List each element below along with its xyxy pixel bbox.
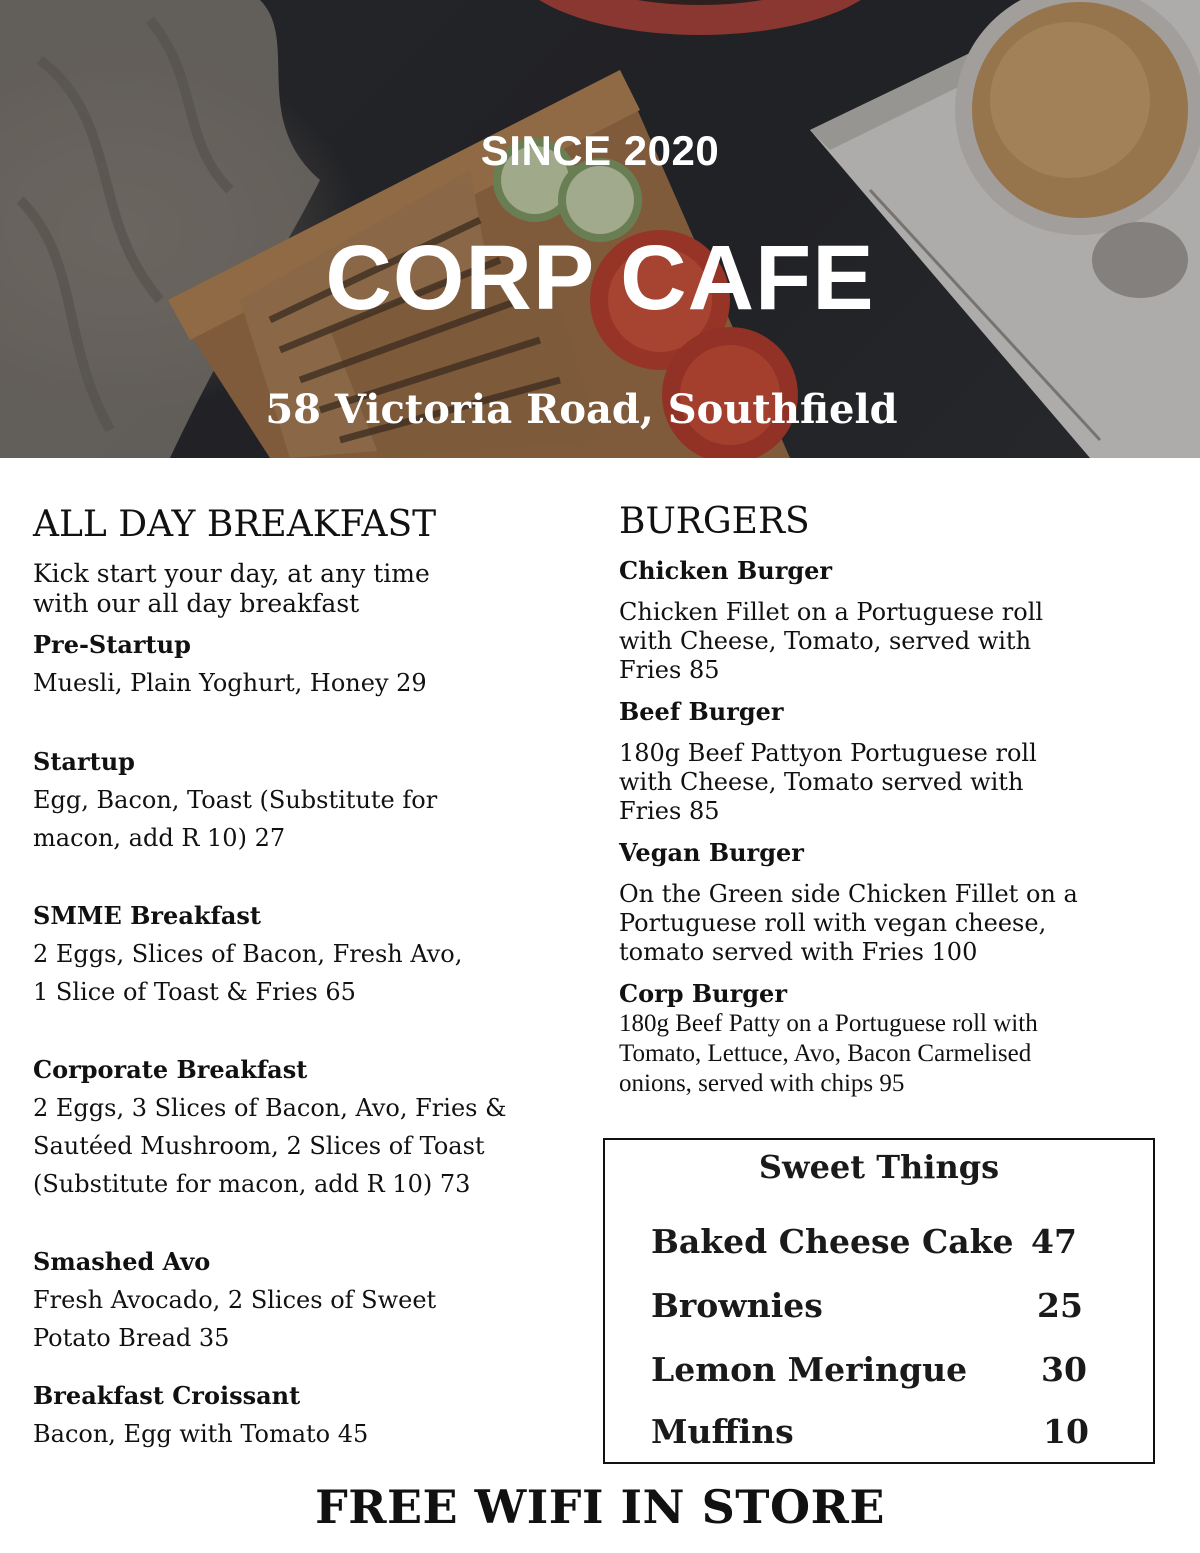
menu-item-description: Sautéed Mushroom, 2 Slices of Toast <box>33 1132 485 1160</box>
menu-item-description: Fries 85 <box>619 656 720 684</box>
menu-item-title: Chicken Burger <box>619 556 833 585</box>
sweet-item-row <box>651 1222 1101 1261</box>
sweet-item-row <box>651 1412 1101 1451</box>
sweet-things-title: Sweet Things <box>758 1148 1000 1186</box>
menu-item-breakfast-croissant <box>33 1381 573 1453</box>
menu-item-title: Corp Burger <box>619 979 787 1008</box>
sweet-item-price: 30 <box>1041 1350 1087 1389</box>
menu-item-smme-breakfast <box>33 901 573 1011</box>
since-label: SINCE 2020 <box>480 127 720 174</box>
menu-item-description: 180g Beef Pattyon Portuguese roll <box>619 739 1037 767</box>
menu-item-description: (Substitute for macon, add R 10) 73 <box>33 1170 471 1198</box>
breakfast-intro <box>33 559 573 619</box>
menu-item-description: Tomato, Lettuce, Avo, Bacon Carmelised <box>619 1040 1032 1067</box>
menu-item-beef-burger <box>619 697 1179 826</box>
menu-item-title: Pre-Startup <box>33 630 191 659</box>
cafe-address: 58 Victoria Road, Southfield <box>265 386 898 433</box>
menu-item-description: Portuguese roll with vegan cheese, <box>619 909 1047 937</box>
free-wifi-banner: FREE WIFI IN STORE <box>315 1480 885 1534</box>
menu-item-corp-burger <box>619 979 1179 1099</box>
sweet-item-price: 25 <box>1037 1286 1083 1325</box>
menu-item-description: tomato served with Fries 100 <box>619 938 978 966</box>
menu-item-description: 2 Eggs, 3 Slices of Bacon, Avo, Fries & <box>33 1094 507 1122</box>
breakfast-intro-line: Kick start your day, at any time <box>33 559 430 588</box>
menu-item-title: Vegan Burger <box>619 838 804 867</box>
menu-item-title: Breakfast Croissant <box>33 1381 301 1410</box>
menu-item-description: onions, served with chips 95 <box>619 1070 905 1097</box>
menu-item-title: Startup <box>33 747 135 776</box>
burgers-heading: BURGERS <box>619 501 810 542</box>
sweet-item-price: 10 <box>1043 1412 1089 1451</box>
menu-item-corporate-breakfast <box>33 1055 573 1203</box>
sweet-item-name: Lemon Meringue <box>651 1350 968 1389</box>
sweet-item-price: 47 <box>1031 1222 1077 1261</box>
menu-item-pre-startup <box>33 630 573 702</box>
menu-item-description: Fries 85 <box>619 797 720 825</box>
menu-item-description: Bacon, Egg with Tomato 45 <box>33 1420 369 1448</box>
menu-item-smashed-avo <box>33 1247 573 1357</box>
sweet-item-row <box>651 1286 1101 1325</box>
menu-item-description: with Cheese, Tomato, served with <box>619 627 1032 655</box>
menu-item-description: 180g Beef Patty on a Portuguese roll with <box>619 1010 1038 1037</box>
menu-item-chicken-burger <box>619 556 1179 685</box>
breakfast-intro-line: with our all day breakfast <box>33 589 360 618</box>
breakfast-heading: ALL DAY BREAKFAST <box>33 504 437 545</box>
sweet-things-box <box>603 1138 1155 1464</box>
menu-item-description: Potato Bread 35 <box>33 1324 230 1352</box>
sweet-item-name: Baked Cheese Cake <box>651 1222 1014 1261</box>
sweet-item-name: Muffins <box>651 1412 794 1451</box>
menu-item-vegan-burger <box>619 838 1179 967</box>
sweet-item-name: Brownies <box>651 1286 823 1325</box>
hero-banner <box>0 0 1200 458</box>
menu-item-description: Muesli, Plain Yoghurt, Honey 29 <box>33 669 427 697</box>
menu-item-description: macon, add R 10) 27 <box>33 824 286 852</box>
menu-item-description: On the Green side Chicken Fillet on a <box>619 880 1078 908</box>
menu-item-description: Egg, Bacon, Toast (Substitute for <box>33 786 438 814</box>
menu-item-description: with Cheese, Tomato served with <box>619 768 1024 796</box>
menu-item-startup <box>33 747 573 857</box>
menu-item-description: Fresh Avocado, 2 Slices of Sweet <box>33 1286 437 1314</box>
sweet-item-row <box>651 1350 1101 1389</box>
menu-item-title: Smashed Avo <box>33 1247 211 1276</box>
cafe-name: CORP CAFE <box>325 227 875 329</box>
menu-item-title: SMME Breakfast <box>33 901 261 930</box>
menu-item-title: Corporate Breakfast <box>33 1055 308 1084</box>
menu-item-title: Beef Burger <box>619 697 784 726</box>
menu-item-description: 1 Slice of Toast & Fries 65 <box>33 978 356 1006</box>
menu-item-description: Chicken Fillet on a Portuguese roll <box>619 598 1044 626</box>
menu-item-description: 2 Eggs, Slices of Bacon, Fresh Avo, <box>33 940 463 968</box>
